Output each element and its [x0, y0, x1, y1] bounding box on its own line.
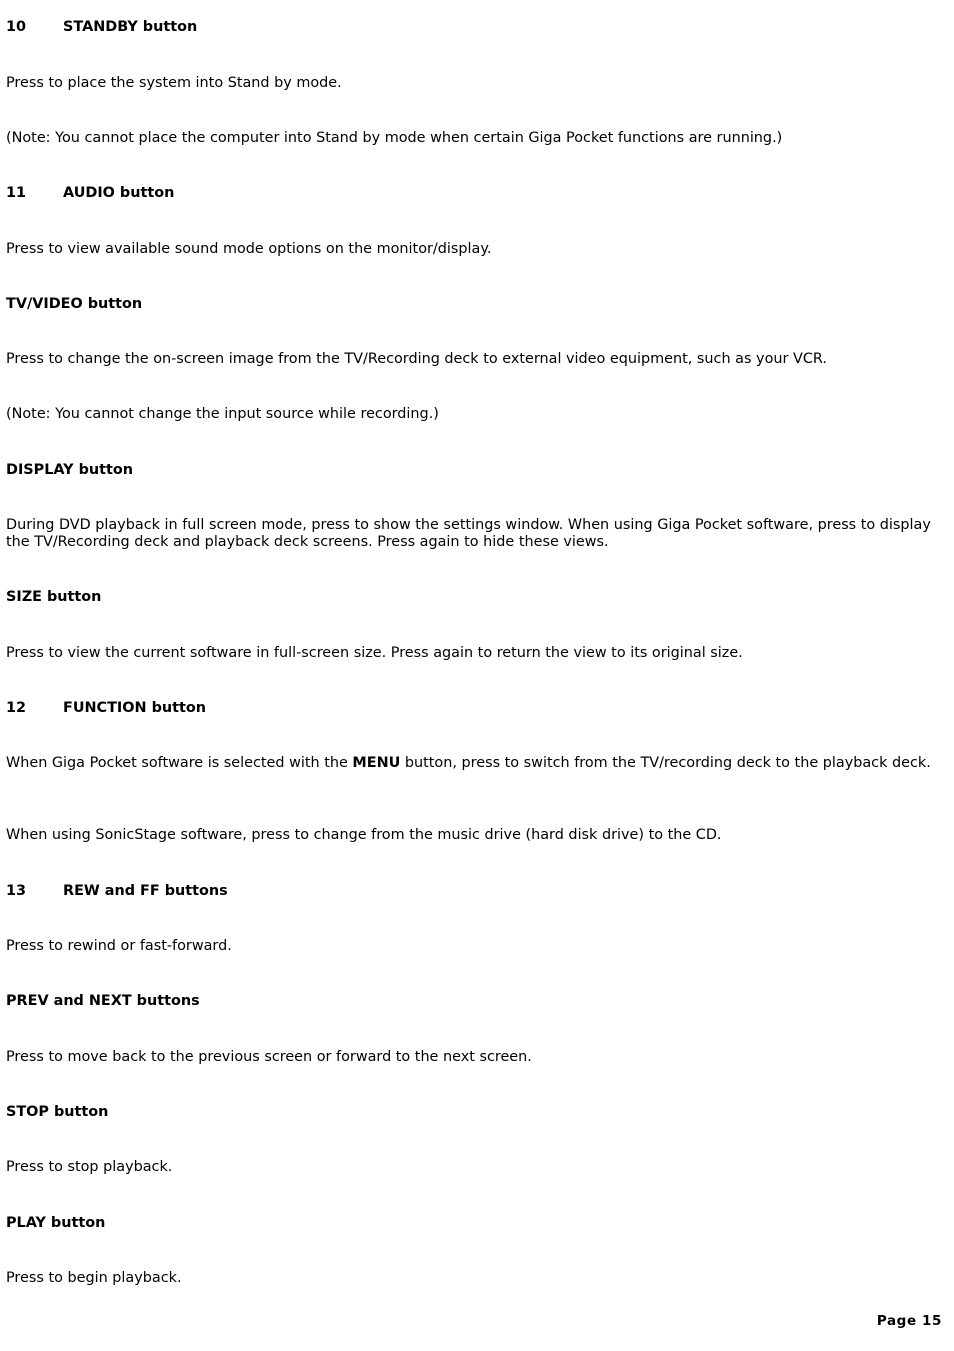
section-title: FUNCTION button	[63, 700, 207, 716]
paragraph: Press to view available sound mode options on the monitor/display.	[6, 241, 492, 257]
heading-function	[6, 700, 941, 717]
paragraph: Press to move back to the previous screen or forward to the next screen.	[6, 1049, 532, 1065]
heading-standby	[6, 19, 941, 36]
heading-prev-next: PREV and NEXT buttons	[6, 993, 200, 1009]
heading-tv-video: TV/VIDEO button	[6, 296, 143, 312]
paragraph: Press to stop playback.	[6, 1159, 173, 1175]
paragraph-menu	[6, 755, 941, 772]
paragraph-text: When Giga Pocket software is selected with the	[6, 755, 353, 771]
paragraph: Press to rewind or fast-forward.	[6, 938, 232, 954]
heading-rew-ff	[6, 883, 941, 900]
section-number: 11	[6, 185, 27, 201]
heading-stop: STOP button	[6, 1104, 109, 1120]
section-number: 13	[6, 883, 27, 899]
menu-keyword: MENU	[352, 755, 401, 771]
heading-audio	[6, 185, 941, 202]
paragraph: During DVD playback in full screen mode, press to show the settings window. When using Giga Pocket software, press to display the TV/Recording deck and playback deck screens. Press again to hide these views.	[6, 517, 931, 550]
section-number: 10	[6, 19, 27, 35]
paragraph: Press to view the current software in full-screen size. Press again to return the view to its original size.	[6, 645, 743, 661]
section-title: STANDBY button	[63, 19, 198, 35]
paragraph-text: button, press to switch from the TV/recording deck to the playback deck.	[400, 755, 931, 771]
note-paragraph: (Note: You cannot change the input source while recording.)	[6, 406, 439, 422]
paragraph: When using SonicStage software, press to change from the music drive (hard disk drive) to the CD.	[6, 827, 722, 843]
section-title: AUDIO button	[63, 185, 175, 201]
section-number: 12	[6, 700, 27, 716]
paragraph: Press to change the on-screen image from the TV/Recording deck to external video equipment, such as your VCR.	[6, 351, 827, 367]
paragraph: Press to begin playback.	[6, 1270, 182, 1286]
note-paragraph: (Note: You cannot place the computer into Stand by mode when certain Giga Pocket functions are running.)	[6, 130, 783, 146]
heading-display: DISPLAY button	[6, 462, 134, 478]
page-number: Page 15	[876, 1313, 942, 1329]
heading-play: PLAY button	[6, 1215, 106, 1231]
heading-size: SIZE button	[6, 589, 102, 605]
section-title: REW and FF buttons	[63, 883, 228, 899]
paragraph: Press to place the system into Stand by mode.	[6, 75, 342, 91]
